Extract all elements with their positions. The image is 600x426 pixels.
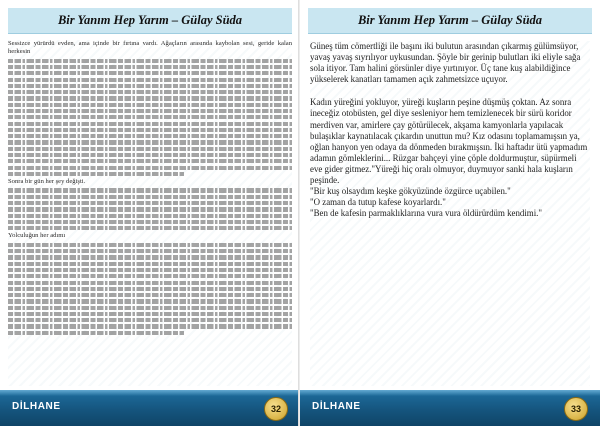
left-unreadable-text	[8, 243, 292, 335]
left-paragraph-start: Yolculuğun her adımı	[8, 232, 66, 240]
right-paragraph: Kadın yüreğini yokluyor, yüreği kuşların peşine düşmüş çoktan. Az sonra ineceğiz otobüsten, gel diye sesleniyor hem temizlenecek bir sürü koridor merdiven var, amirlere çay götürülecek, akşama kamyonlarla yapılacak bulaşıklar kaynatılacak çıkardın unuttun mu? Kız odasını toplamamışsın ya, oğlan hanyon yen odaya da dönmeden bırakmışsın. İki haftadır ütü yapmadım adamın gömleklerini... Rüzgar bahçeyi yine çöple doldurmuştur, süpürmeli eve gider gitmez."Yüreği hiç oralı olmuyor, duymuyor sanki hala kuşların peşinde.	[310, 97, 588, 186]
dilhane-logo: DİLHANE	[12, 401, 61, 412]
page-number-badge: 32	[264, 397, 288, 421]
left-paragraph-start: Sonra bir gün her şey değişti.	[8, 178, 86, 186]
right-page-footer	[300, 390, 600, 426]
right-page-header: Bir Yanım Hep Yarım – Gülay Süda	[308, 8, 592, 34]
right-paragraph: "Ben de kafesin parmaklıklarına vura vura öldürürdüm kendimi."	[310, 208, 543, 219]
right-paragraph: "Bir kuş olsaydım keşke gökyüzünde özgürce uçabilen."	[310, 186, 511, 197]
right-paragraph: Güneş tüm cömertliği ile başını iki bulutun arasından çıkarmış gülümsüyor, yavaş yavaş sıyrılıyor uykusundan. Şöyle bir gerinip bulutları iki eliyle sağa sola itiyor. Tam halini görsünler diye yırtınıyor. Üç tane kuş alabildiğince yükselerek kanatları tamamen açık zahmetsizce uçuyor.	[310, 41, 581, 85]
left-paragraph-opening: Sessizce yürürdü evden, ama içinde bir fırtına vardı. Ağaçların arasında kaybolan sesi, geride kalan herkesin	[8, 40, 292, 56]
left-page-header: Bir Yanım Hep Yarım – Gülay Süda	[8, 8, 292, 34]
page-number-badge: 33	[564, 397, 588, 421]
left-page-footer	[0, 390, 300, 426]
right-page-body	[310, 41, 590, 386]
right-page	[300, 0, 600, 426]
left-unreadable-text	[8, 188, 292, 230]
right-paragraph: "O zaman da tutup kafese koyarlardı."	[310, 197, 446, 208]
dilhane-logo: DİLHANE	[312, 401, 361, 412]
left-unreadable-text	[8, 59, 292, 176]
left-page-body	[8, 40, 292, 386]
